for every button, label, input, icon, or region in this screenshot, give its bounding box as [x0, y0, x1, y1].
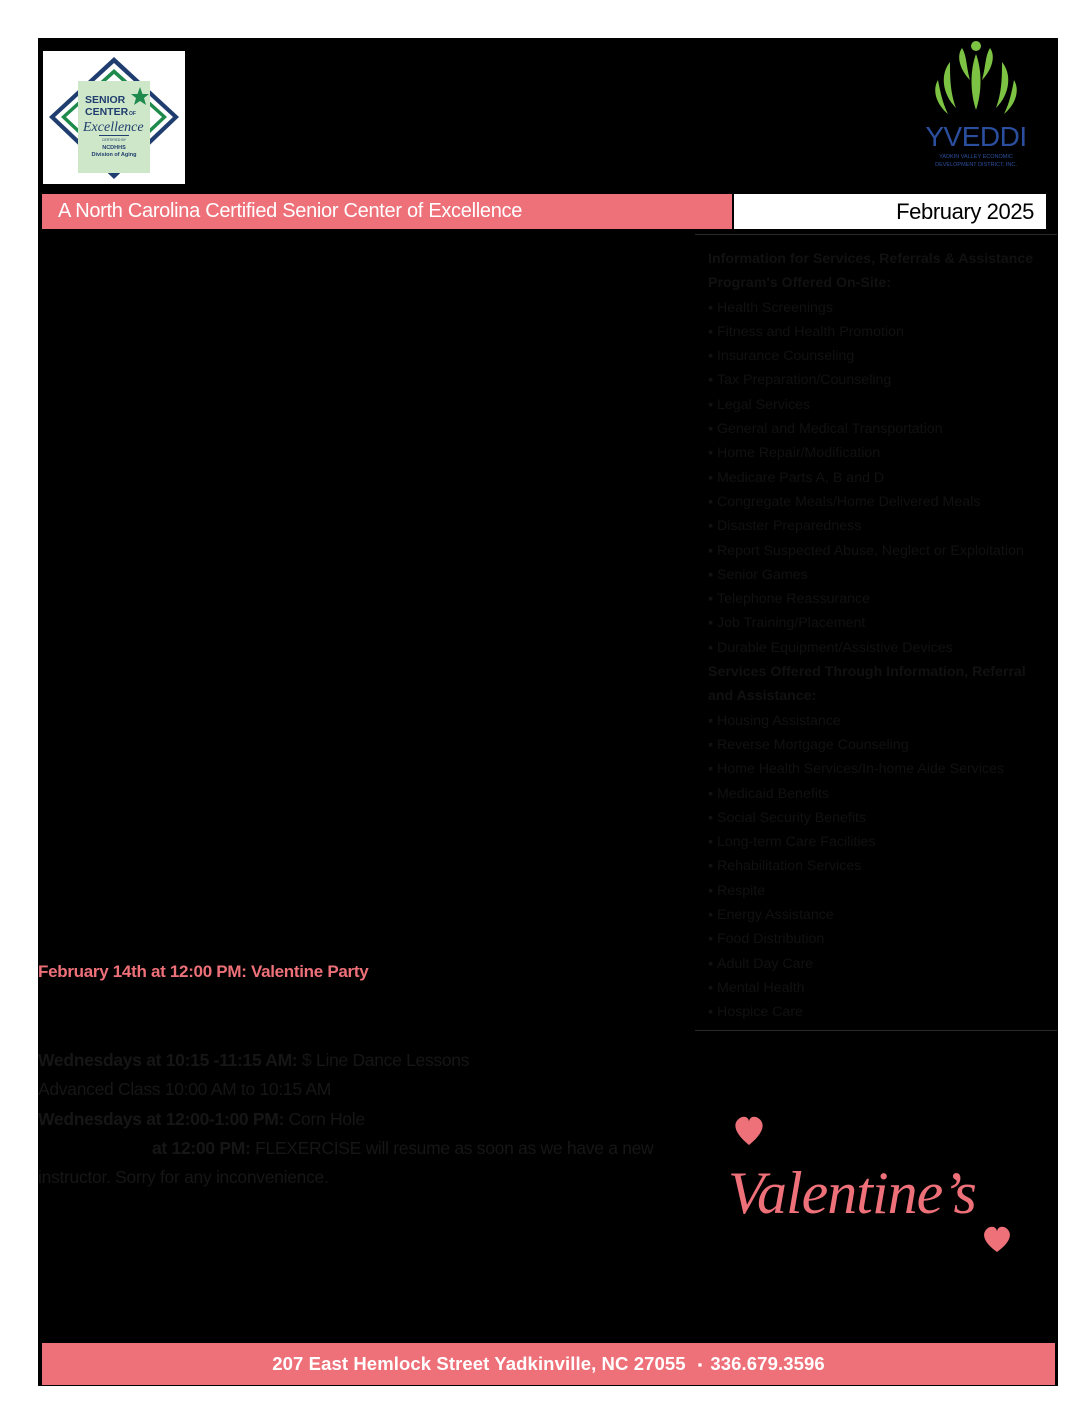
sce-line2-of: OF — [129, 111, 136, 117]
yveddi-graphic — [910, 40, 1042, 175]
list-item: ▪ Report Suspected Abuse, Neglect or Exploitation — [708, 539, 1057, 563]
sce-badge-graphic — [43, 51, 185, 184]
valentines-svg — [720, 1105, 1050, 1255]
referral-heading-cont: and Assistance: — [708, 688, 817, 705]
heart-icon — [984, 1227, 1010, 1252]
banner-title: A North Carolina Certified Senior Center of Excellence — [42, 194, 732, 229]
yveddi-logo — [910, 40, 1042, 175]
schedule-time: at 12:00 PM: — [152, 1137, 251, 1158]
senior-center-excellence-logo — [43, 51, 185, 184]
valentine-party-event: February 14th at 12:00 PM: Valentine Party — [38, 962, 369, 981]
list-item: ▪ Long-term Care Facilities — [708, 830, 1057, 854]
list-item: ▪ Hospice Care — [708, 1000, 1057, 1024]
sce-certified: CERTIFIED BY — [101, 138, 127, 142]
heart-icon — [735, 1117, 762, 1145]
schedule-line — [38, 1075, 678, 1104]
yveddi-tagline2: DEVELOPMENT DISTRICT, INC. — [935, 162, 1017, 168]
list-item: ▪ Fitness and Health Promotion — [708, 320, 1057, 344]
sce-org1: NCDHHS — [102, 145, 126, 151]
schedule-activity: FLEXERCISE will resume as soon as we have a new — [250, 1137, 654, 1158]
list-item: ▪ Adult Day Care — [708, 952, 1057, 976]
list-item: ▪ Legal Services — [708, 393, 1057, 417]
weekly-schedule — [38, 1046, 678, 1192]
sce-org2: Division of Aging — [91, 152, 137, 158]
schedule-activity: $ Line Dance Lessons — [297, 1050, 470, 1070]
banner-date: February 2025 — [734, 194, 1046, 229]
referral-heading: Services Offered Through Information, Referral — [708, 664, 1026, 681]
list-item: ▪ Congregate Meals/Home Delivered Meals — [708, 490, 1057, 514]
onsite-heading: Program's Offered On-Site: — [708, 275, 892, 292]
sce-line1: SENIOR — [85, 94, 126, 106]
list-item: ▪ Job Training/Placement — [708, 611, 1057, 635]
footer-contact — [42, 1343, 1055, 1385]
list-item: ▪ Durable Equipment/Assistive Devices — [708, 636, 1057, 660]
schedule-line — [38, 1046, 678, 1075]
list-item: ▪ Home Repair/Modification — [708, 441, 1057, 465]
valentines-text: Valentine’s — [728, 1160, 976, 1226]
schedule-line — [38, 1163, 678, 1192]
list-item: ▪ Home Health Services/In-home Aide Services — [708, 757, 1057, 781]
list-item: ▪ Health Screenings — [708, 296, 1057, 320]
list-item: ▪ Social Security Benefits — [708, 806, 1057, 830]
list-item: ▪ Respite — [708, 879, 1057, 903]
list-item: ▪ Tax Preparation/Counseling — [708, 368, 1057, 392]
list-item: ▪ Reverse Mortgage Counseling — [708, 733, 1057, 757]
schedule-time: Wednesdays at 12:00-1:00 PM: — [38, 1108, 285, 1129]
list-item: ▪ Mental Health — [708, 976, 1057, 1000]
list-item: ▪ Energy Assistance — [708, 903, 1057, 927]
list-item: ▪ Medicaid Benefits — [708, 782, 1057, 806]
list-item: ▪ Disaster Preparedness — [708, 514, 1057, 538]
footer-address: 207 East Hemlock Street Yadkinville, NC 27055 — [272, 1353, 686, 1374]
schedule-line — [38, 1105, 678, 1134]
schedule-line — [38, 1134, 678, 1163]
schedule-activity: instructor. Sorry for any inconvenience. — [38, 1167, 329, 1188]
schedule-time: Wednesdays at 10:15 -11:15 AM: — [38, 1050, 298, 1070]
list-item: ▪ Housing Assistance — [708, 709, 1057, 733]
yveddi-tagline1: YADKIN VALLEY ECONOMIC — [939, 154, 1013, 160]
yveddi-name: YVEDDI — [925, 121, 1027, 152]
sce-line2: CENTER — [85, 106, 129, 118]
schedule-activity: Advanced Class 10:00 AM to 10:15 AM — [38, 1079, 332, 1100]
list-item: ▪ Food Distribution — [708, 927, 1057, 951]
list-item: ▪ Telephone Reassurance — [708, 587, 1057, 611]
schedule-activity: Corn Hole — [284, 1108, 365, 1129]
services-info-panel — [695, 234, 1057, 1031]
sce-line3: Excellence — [83, 120, 144, 135]
footer-phone: 336.679.3596 — [710, 1353, 825, 1374]
list-item: ▪ Rehabilitation Services — [708, 854, 1057, 878]
list-item: ▪ Senior Games — [708, 563, 1057, 587]
list-item: ▪ General and Medical Transportation — [708, 417, 1057, 441]
list-item: ▪ Medicare Parts A, B and D — [708, 466, 1057, 490]
info-heading: Information for Services, Referrals & Assistance — [708, 251, 1034, 267]
valentines-graphic — [720, 1105, 1050, 1255]
list-item: ▪ Insurance Counseling — [708, 344, 1057, 368]
footer-separator: ▪ — [697, 1356, 703, 1372]
